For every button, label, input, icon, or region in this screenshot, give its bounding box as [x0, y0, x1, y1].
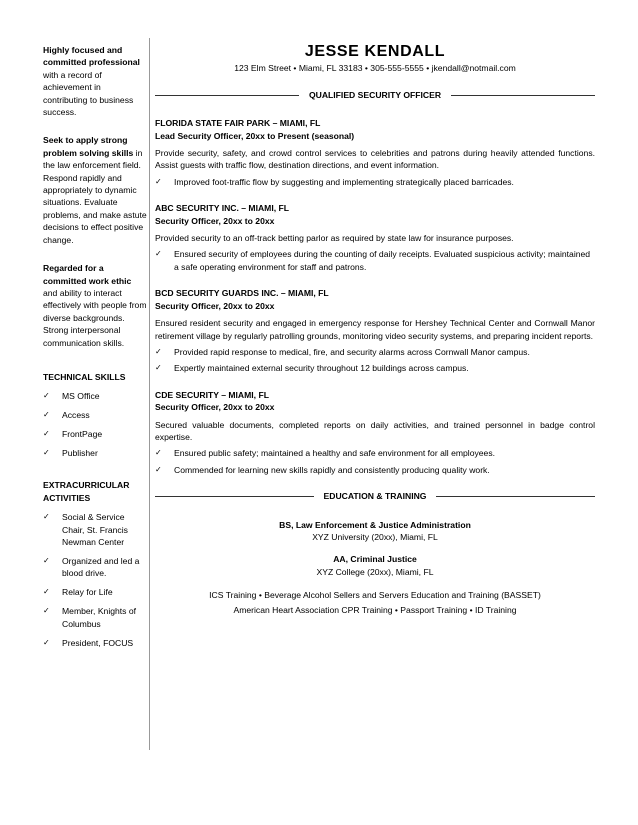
summary-text: and ability to interact effectively with people from diverse backgrounds. Strong interpersonal communication skills.: [43, 287, 147, 348]
sidebar: [43, 44, 147, 665]
list-item: [43, 637, 147, 649]
activity-label: Relay for Life: [62, 587, 113, 598]
school: XYZ University (20xx), Miami, FL: [312, 531, 438, 542]
school: XYZ College (20xx), Miami, FL: [316, 566, 434, 577]
summary-block: [43, 134, 147, 246]
bullet-text: Ensured public safety; maintained a healthy and safe environment for all employees.: [174, 448, 496, 459]
job-description: Provide security, safety, and crowd control services to celebrities and patrons during heavily attended functions. Assist guests with traffic flow, destination directions, and event information.: [155, 148, 595, 171]
degree: BS, Law Enforcement & Justice Administration: [279, 519, 471, 530]
check-icon: ✓: [43, 512, 50, 522]
extracurricular-title: EXTRACURRICULAR ACTIVITIES: [43, 480, 130, 503]
degree: AA, Criminal Justice: [333, 554, 417, 565]
list-item: [43, 555, 147, 580]
skill-label: Access: [62, 410, 90, 421]
job-description: Secured valuable documents, completed reports on daily activities, and trained personnel in badge control expertise.: [155, 419, 595, 442]
list-item: [43, 447, 147, 459]
technical-skills: [43, 371, 147, 460]
job-bullet: [155, 346, 595, 358]
activity-label: Organized and led a blood drive.: [62, 556, 140, 579]
candidate-name: JESSE KENDALL: [304, 43, 446, 60]
check-icon: ✓: [43, 556, 50, 565]
summary-bold: Highly focused and committed professional: [43, 45, 140, 68]
section-title: QUALIFIED SECURITY OFFICER: [308, 89, 442, 100]
check-icon: ✓: [43, 637, 50, 647]
education-entry: [155, 519, 595, 544]
activity-label: Social & Service Chair, St. Francis Newman Center: [62, 512, 128, 548]
training-line: American Heart Association CPR Training • Passport Training • ID Training: [233, 605, 517, 616]
bullet-text: Improved foot-traffic flow by suggesting and implementing strategically placed barricades.: [174, 176, 514, 187]
summary-text: with a record of achievement in contributing to business success.: [43, 69, 134, 118]
bullet-text: Commended for learning new skills rapidly and consistently producing quality work.: [174, 464, 490, 475]
job-title: Security Officer, 20xx to 20xx: [155, 215, 275, 226]
job-title: Lead Security Officer, 20xx to Present (seasonal): [155, 130, 355, 141]
divider: [436, 496, 595, 497]
check-icon: ✓: [43, 587, 50, 597]
job-company: BCD SECURITY GUARDS INC. – MIAMI, FL: [155, 288, 329, 299]
check-icon: ✓: [155, 464, 162, 474]
job-company: FLORIDA STATE FAIR PARK – MIAMI, FL: [155, 118, 321, 129]
job-title: Security Officer, 20xx to 20xx: [155, 300, 275, 311]
job-bullet: [155, 248, 595, 273]
activity-label: President, FOCUS: [62, 637, 134, 648]
check-icon: ✓: [155, 363, 162, 373]
job-entry: [155, 117, 595, 188]
skill-label: Publisher: [62, 448, 98, 459]
divider: [155, 496, 314, 497]
job-bullet: [155, 447, 595, 459]
bullet-text: Provided rapid response to medical, fire, and security alarms across Cornwall Manor campus.: [174, 346, 530, 357]
list-item: [43, 605, 147, 630]
bullet-text: Expertly maintained external security throughout 12 buildings across campus.: [174, 363, 469, 374]
contact-line: 123 Elm Street • Miami, FL 33183 • 305-555-5555 • jkendall@notmail.com: [234, 63, 516, 74]
check-icon: ✓: [43, 606, 50, 616]
main-content: [155, 40, 595, 618]
job-description: Provided security to an off-track betting parlor as required by state law for insurance purposes.: [155, 233, 514, 244]
experience-heading: [155, 89, 595, 101]
bullet-text: Ensured security of employees during the counting of daily receipts. Evaluated suspicious activity; maintained a safe operating environment for staff and patrons.: [174, 249, 591, 272]
technical-skills-title: TECHNICAL SKILLS: [43, 371, 126, 382]
divider: [451, 95, 595, 96]
summary-block: [43, 262, 147, 349]
list-item: [43, 409, 147, 421]
skill-label: MS Office: [62, 391, 100, 402]
section-title: EDUCATION & TRAINING: [323, 491, 427, 502]
training-list: [155, 588, 595, 618]
education-entry: [155, 553, 595, 578]
list-item: [43, 586, 147, 598]
check-icon: ✓: [155, 346, 162, 356]
job-title: Security Officer, 20xx to 20xx: [155, 402, 275, 413]
activity-label: Member, Knights of Columbus: [62, 606, 137, 629]
job-entry: [155, 287, 595, 374]
check-icon: ✓: [155, 448, 162, 458]
job-bullet: [155, 176, 595, 188]
check-icon: ✓: [43, 448, 50, 458]
job-company: ABC SECURITY INC. – MIAMI, FL: [155, 203, 290, 214]
sidebar-divider: [149, 38, 150, 750]
job-entry: [155, 389, 595, 476]
job-bullet: [155, 362, 595, 374]
check-icon: ✓: [43, 410, 50, 420]
job-entry: [155, 202, 595, 273]
summary-bold: Regarded for a committed work ethic: [43, 263, 132, 286]
list-item: [43, 428, 147, 440]
summary-bold: Seek to apply strong problem solving skills: [43, 135, 134, 158]
list-item: [43, 511, 147, 548]
training-line: ICS Training • Beverage Alcohol Sellers and Servers Education and Training (BASSET): [209, 590, 541, 601]
job-description: Ensured resident security and engaged in emergency response for Hershey Technical Center and Cornwall Manor retirement village by regularly patrolling grounds, monitoring video security systems, and preparing incident reports.: [155, 318, 595, 341]
divider: [155, 95, 299, 96]
job-company: CDE SECURITY – MIAMI, FL: [155, 389, 269, 400]
check-icon: ✓: [155, 176, 162, 186]
list-item: [43, 390, 147, 402]
summary-text: in the law enforcement field. Respond rapidly and appropriately to dynamic situations. Evaluate problems, and make astute decisions to effect positive change.: [43, 147, 147, 245]
skill-label: FrontPage: [62, 429, 103, 440]
job-bullet: [155, 464, 595, 476]
check-icon: ✓: [43, 429, 50, 439]
check-icon: ✓: [43, 391, 50, 401]
extracurricular: [43, 479, 147, 648]
summary-block: [43, 44, 147, 118]
check-icon: ✓: [155, 249, 162, 259]
education-heading: [155, 490, 595, 502]
